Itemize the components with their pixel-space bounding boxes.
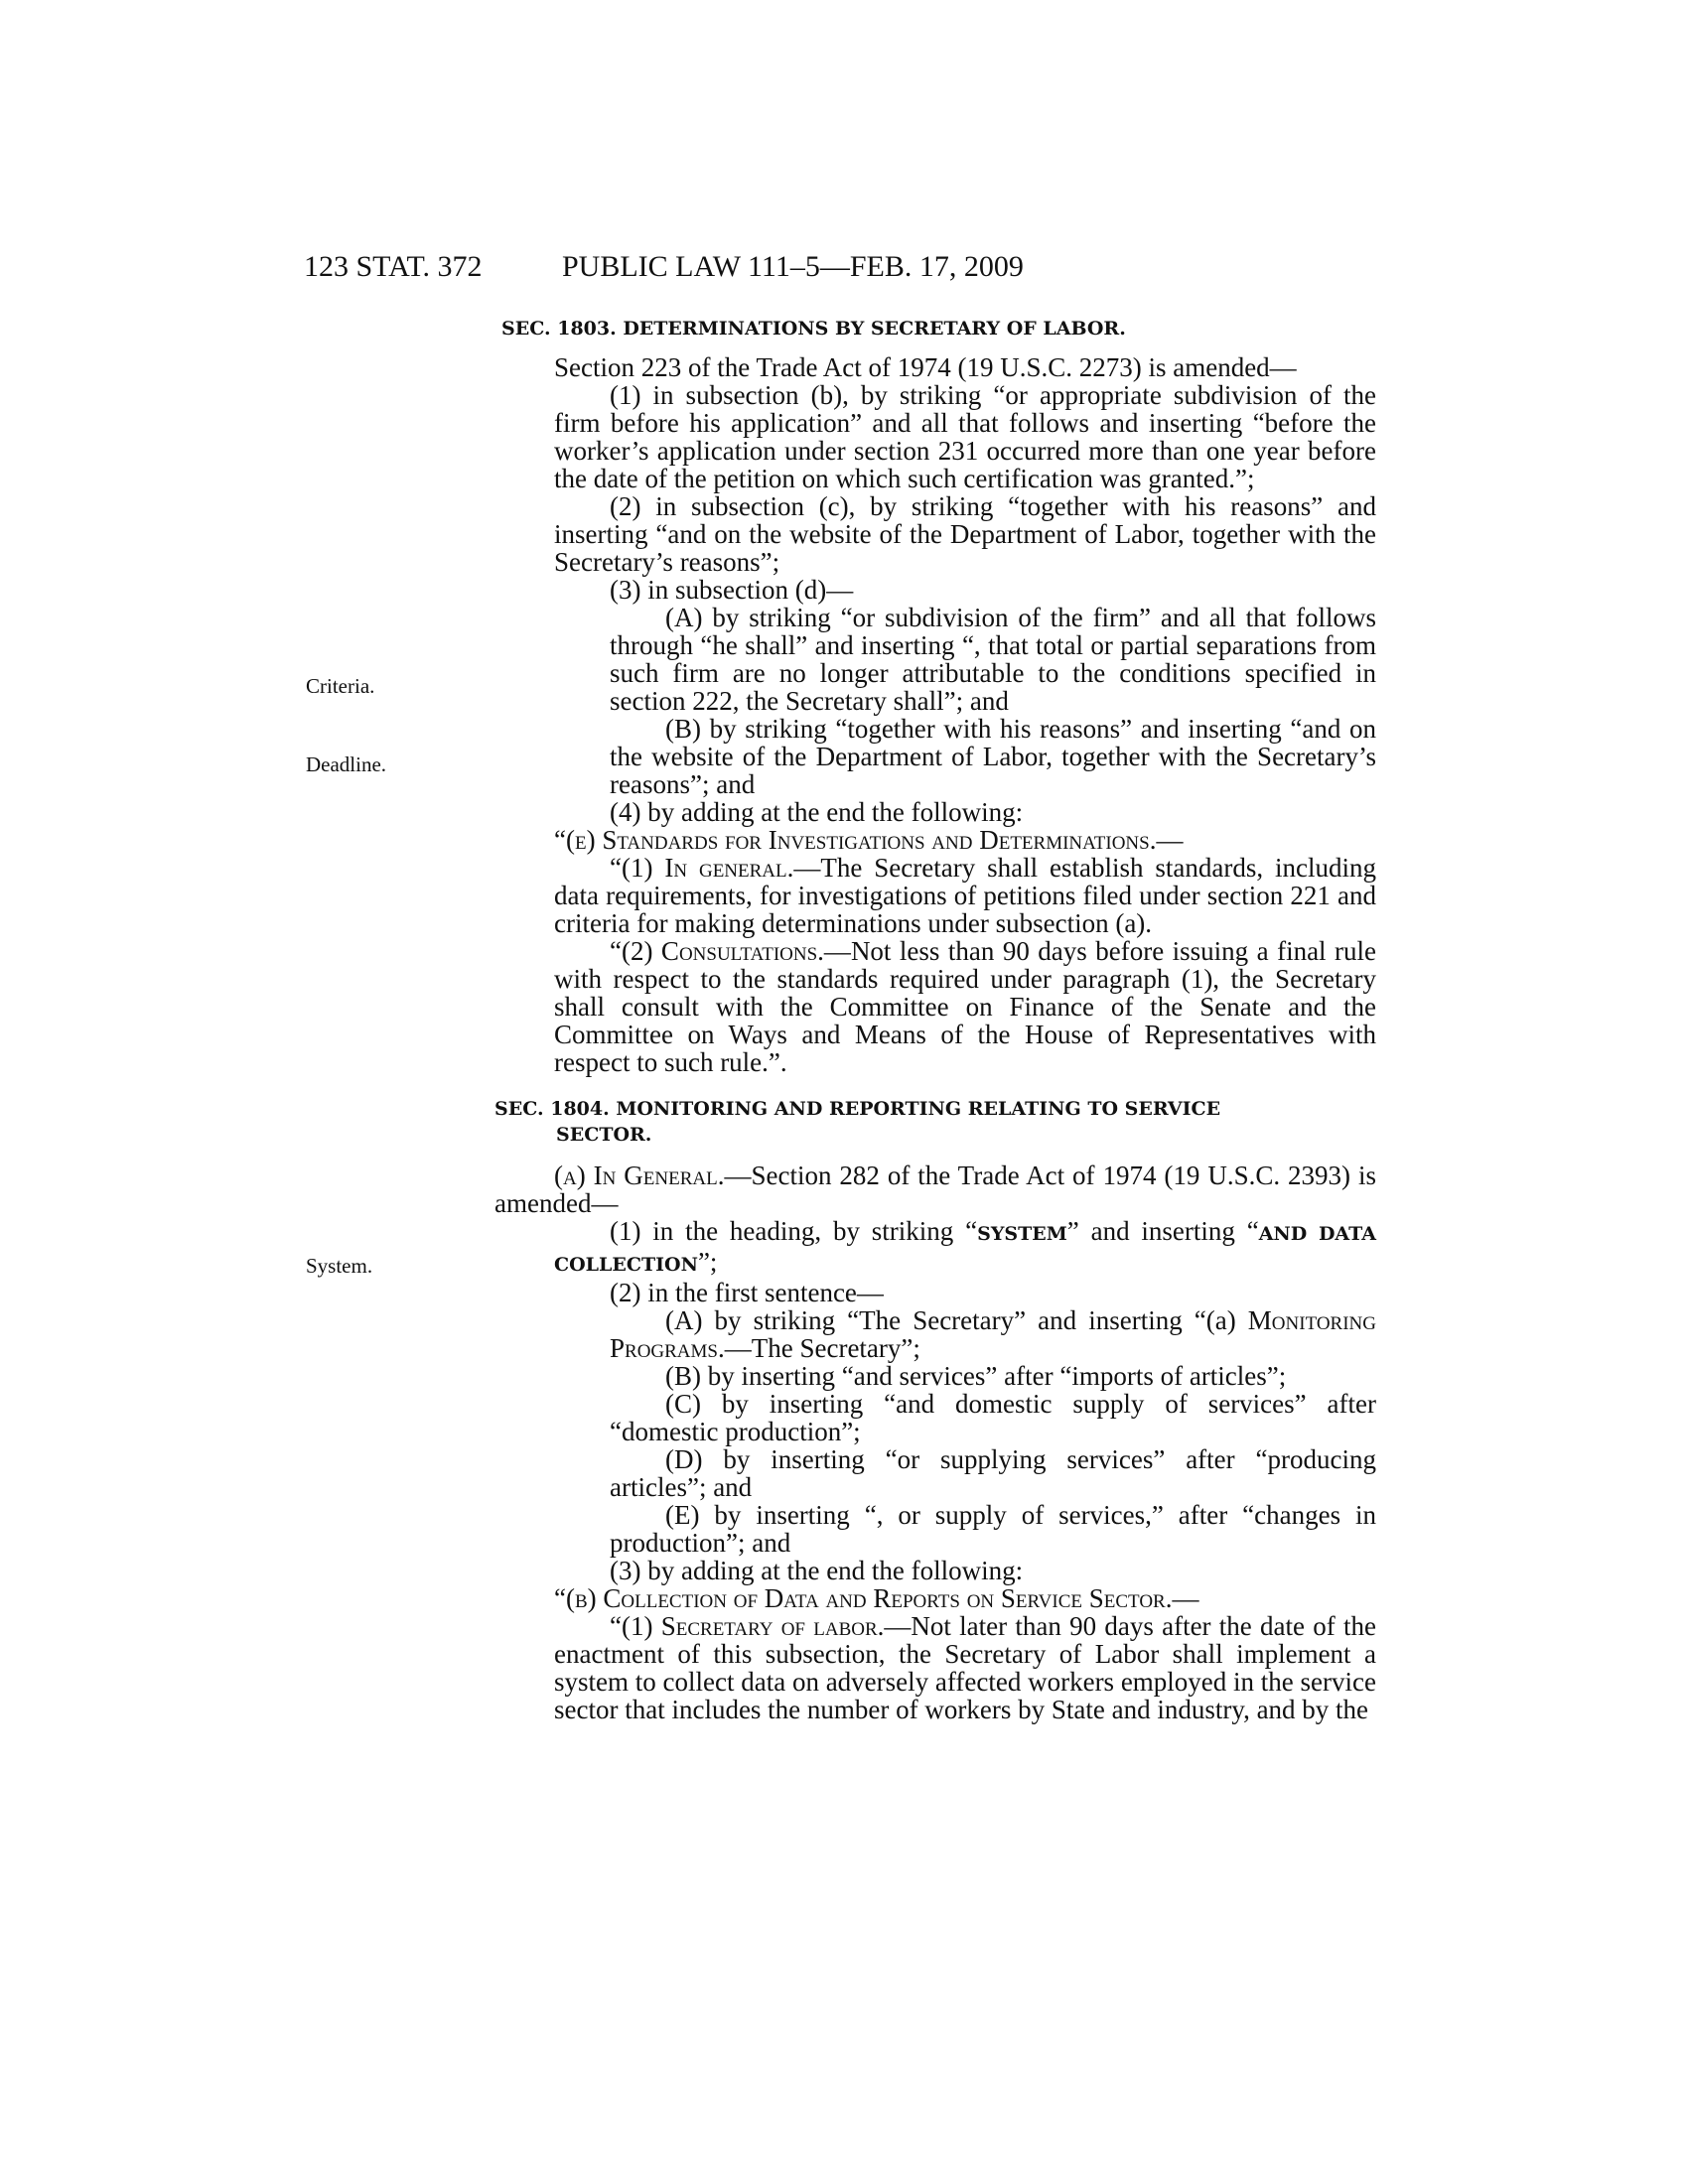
e2-heading: “(2) Consultations.— [610, 936, 851, 966]
b1-heading: “(1) Secretary of labor.— [610, 1611, 912, 1641]
text-run: (A) by striking “The Secretary” and inserting “(a) [665, 1305, 1248, 1335]
inserted-heading-words: AND DATA COLLECTION [554, 1223, 1376, 1276]
paragraph-1: (1) in subsection (b), by striking “or appropriate subdivision of the firm before his application” and all that follows and inserting “before the worker’s application under section 231 occurred more than one year before the date of the petition on which such certification was granted.”; [554, 380, 1376, 493]
text-run: ” and inserting “ [1066, 1216, 1259, 1246]
subsection-a-text: Section 282 of the Trade Act of 1974 (19 U.S.C. 2393) is amended— [494, 1160, 1376, 1218]
subsection-a-heading: (a) In General.— [554, 1160, 752, 1190]
subsection-e-paragraph-2 [494, 937, 1376, 1076]
running-head: PUBLIC LAW 111–5—FEB. 17, 2009 [562, 250, 1024, 283]
b1-text: Not later than 90 days after the date of the enactment of this subsection, the Secretary of Labor shall implement a system to collect data on adversely affected workers employed in the service sector that includes the number of workers by State and industry, and by the [554, 1611, 1376, 1724]
monitoring-programs-heading: Monitoring Programs.— [610, 1305, 1376, 1363]
page-header [0, 250, 1688, 290]
e1-text: The Secretary shall establish standards, including data requirements, for investigations of petitions filed under section 221 and criteria for making determinations under subsection (a). [554, 853, 1376, 938]
subsection-e-heading: “(e) Standards for Investigations and Determinations.— [554, 825, 1184, 855]
subparagraph-3a: (A) by striking “or subdivision of the firm” and all that follows through “he shall” and inserting “, that total or partial separations from such firm are no longer attributable to the conditions specified in section 222, the Secretary shall”; and [610, 603, 1376, 716]
subsection-e-paragraph-1 [494, 854, 1376, 937]
text-run: (1) in the heading, by striking “ [610, 1216, 978, 1246]
section-1804-title-line-1: SEC. 1804. MONITORING AND REPORTING RELATING TO SERVICE [494, 1098, 1221, 1120]
sec1804-paragraph-1 [494, 1217, 1376, 1279]
stat-page-number: 123 STAT. 372 [304, 250, 483, 283]
sec1804-subparagraph-d: (D) by inserting “or supplying services” after “producing articles”; and [610, 1444, 1376, 1502]
margin-note-system: System. [306, 1254, 373, 1278]
e2-text: Not less than 90 days before issuing a final rule with respect to the standards required under paragraph (1), the Secretary shall consult with the Committee on Finance of the Senate and the Committee on Ways and Means of the House of Representatives with respect to such rule.”. [554, 936, 1376, 1077]
subsection-b-heading: “(b) Collection of Data and Reports on Service Sector.— [554, 1583, 1199, 1613]
struck-heading-word: SYSTEM [977, 1223, 1067, 1245]
text-run: ”; [697, 1247, 718, 1277]
sec1804-paragraph-2: (2) in the first sentence— [610, 1278, 884, 1307]
paragraph-3: (3) in subsection (d)— [610, 575, 854, 605]
section-1803-title: SEC. 1803. DETERMINATIONS BY SECRETARY OF LABOR. [501, 318, 1126, 340]
sec1804-paragraph-3: (3) by adding at the end the following: [610, 1556, 1024, 1585]
sec1804-subparagraph-e: (E) by inserting “, or supply of services,” after “changes in production”; and [610, 1500, 1376, 1558]
section-1804-title [494, 1096, 1376, 1148]
subparagraph-3b: (B) by striking “together with his reasons” and inserting “and on the website of the Department of Labor, together with the Secretary’s reasons”; and [610, 714, 1376, 799]
section-1803-intro: Section 223 of the Trade Act of 1974 (19 U.S.C. 2273) is amended— [554, 352, 1297, 382]
e1-heading: “(1) In general.— [610, 853, 821, 883]
sec1804-subparagraph-a [494, 1306, 1376, 1362]
text-run: The Secretary”; [751, 1333, 920, 1363]
paragraph-2: (2) in subsection (c), by striking “together with his reasons” and inserting “and on the website of the Department of Labor, together with the Secretary’s reasons”; [554, 491, 1376, 577]
margin-note-criteria: Criteria. [306, 674, 375, 698]
section-1804-title-line-2: SECTOR. [556, 1124, 652, 1146]
page-body [494, 316, 1376, 1723]
margin-note-deadline: Deadline. [306, 752, 387, 776]
paragraph-4: (4) by adding at the end the following: [610, 797, 1024, 827]
sec1804-subparagraph-c: (C) by inserting “and domestic supply of services” after “domestic production”; [610, 1389, 1376, 1446]
sec1804-subparagraph-b: (B) by inserting “and services” after “imports of articles”; [665, 1361, 1287, 1391]
subsection-b-paragraph-1 [494, 1612, 1376, 1723]
subsection-a [494, 1161, 1376, 1217]
